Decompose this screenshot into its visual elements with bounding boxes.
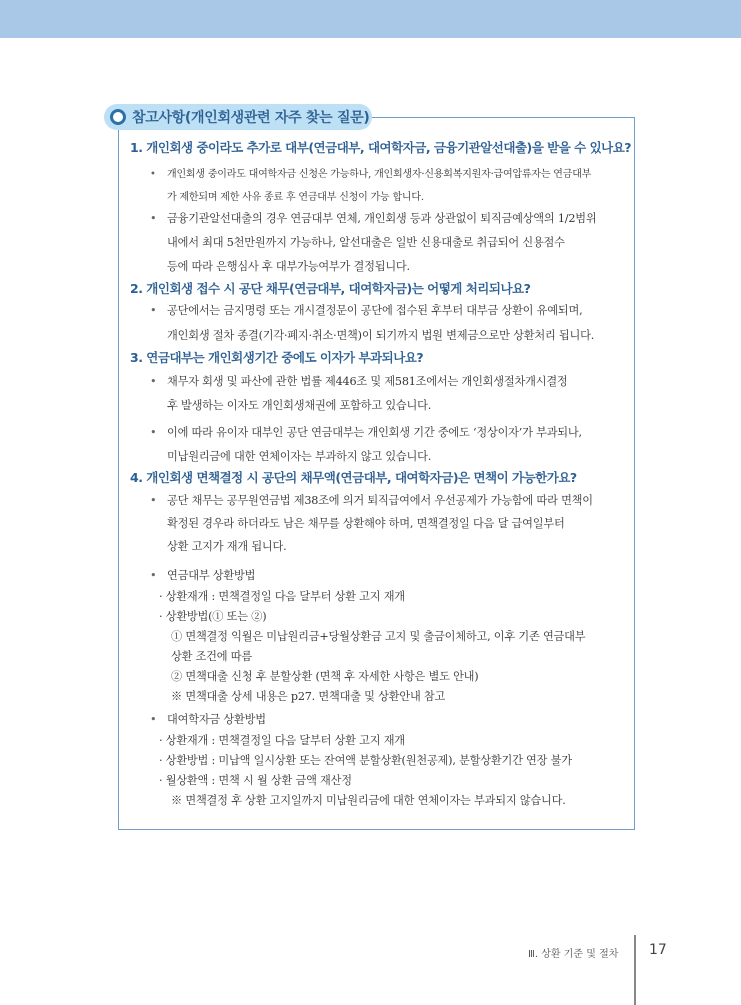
text-line: ※ 면책대출 상세 내용은 p27. 면책대출 및 상환안내 참고 bbox=[171, 690, 446, 703]
text-line: • 공단 채무는 공무원연금법 제38조에 의거 퇴직급여에서 우선공제가 가능함에 따라 면책이 bbox=[167, 494, 593, 507]
question-4: 4. 개인회생 면책결정 시 공단의 채무액(연금대부, 대여학자금)은 면책이 가능한가요? bbox=[130, 470, 577, 485]
text-line: • 금융기관알선대출의 경우 연금대부 연체, 개인회생 등과 상관없이 퇴직금예상액의 1/2범위 bbox=[167, 212, 597, 225]
page-number: 17 bbox=[649, 942, 667, 958]
top-header-band bbox=[0, 0, 741, 38]
faq-header-title: 참고사항(개인회생관련 자주 찾는 질문) bbox=[132, 110, 370, 126]
q4-bullet-3 bbox=[130, 709, 266, 731]
text-line: 가 제한되며 제한 사유 종료 후 연금대부 신청이 가능 합니다. bbox=[167, 192, 424, 203]
text-line: 개인회생 절차 종결(기각·폐지·취소·면책)이 되기까지 법원 변제금으로만 상환처리 됩니다. bbox=[167, 329, 595, 342]
q1-bullet-1 bbox=[130, 163, 591, 209]
q4-bullet-1 bbox=[130, 489, 593, 558]
q3-bullet-1 bbox=[130, 370, 568, 418]
text-line: • 채무자 회생 및 파산에 관한 법률 제446조 및 제581조에서는 개인회생절차개시결정 bbox=[167, 375, 568, 388]
text-line: • 대여학자금 상환방법 bbox=[167, 713, 266, 726]
q4-repay-sub bbox=[130, 627, 585, 707]
q4-repay-lines bbox=[130, 587, 405, 627]
footer-section: Ⅲ. 상환 기준 및 절차 bbox=[528, 949, 619, 960]
text-line: • 연금대부 상환방법 bbox=[167, 569, 256, 582]
text-line: 상환 조건에 따름 bbox=[171, 650, 252, 663]
question-1: 1. 개인회생 중이라도 추가로 대부(연금대부, 대여학자금, 금융기관알선대출)을 받을 수 있나요? bbox=[130, 140, 632, 155]
footer-divider bbox=[634, 935, 636, 1005]
text-line: ※ 면책결정 후 상환 고지일까지 미납원리금에 대한 연체이자는 부과되지 않습니다. bbox=[171, 794, 566, 807]
text-line: 미납원리금에 대한 연체이자는 부과하지 않고 있습니다. bbox=[167, 450, 432, 463]
q4-bullet-2 bbox=[130, 565, 255, 587]
question-2: 2. 개인회생 접수 시 공단 채무(연금대부, 대여학자금)는 어떻게 처리되나요? bbox=[130, 281, 531, 296]
text-line: · 상환재개 : 면책결정일 다음 달부터 상환 고지 재개 bbox=[159, 590, 405, 603]
text-line: 후 발생하는 이자도 개인회생채권에 포함하고 있습니다. bbox=[167, 399, 432, 412]
text-line: 내에서 최대 5천만원까지 가능하나, 알선대출은 일반 신용대출로 취급되어 신용점수 bbox=[167, 236, 565, 249]
text-line: ① 면책결정 익월은 미납원리금+당월상환금 고지 및 출금이체하고, 이후 기존 연금대부 bbox=[171, 630, 586, 643]
text-line: · 상환방법 : 미납액 일시상환 또는 잔여액 분할상환(원천공제), 분할상환기간 연장 불가 bbox=[159, 754, 572, 767]
text-line: ② 면책대출 신청 후 분할상환 (면책 후 자세한 사항은 별도 안내) bbox=[171, 670, 479, 683]
faq-header-tag bbox=[104, 104, 372, 130]
text-line: · 월상환액 : 면책 시 월 상환 금액 재산정 bbox=[159, 774, 352, 787]
circle-icon bbox=[110, 109, 126, 125]
q1-bullet-2 bbox=[130, 207, 596, 279]
q3-bullet-2 bbox=[130, 421, 582, 469]
text-line: · 상환방법(① 또는 ②) bbox=[159, 610, 267, 623]
text-line: • 공단에서는 금지명령 또는 개시결정문이 공단에 접수된 후부터 대부금 상환이 유예되며, bbox=[167, 304, 583, 317]
text-line: • 개인회생 중이라도 대여학자금 신청은 가능하나, 개인회생자·신용회복지원자·급여압류자는 연금대부 bbox=[167, 169, 592, 180]
q4-loan-lines bbox=[130, 731, 572, 811]
text-line: 등에 따라 은행심사 후 대부가능여부가 결정됩니다. bbox=[167, 260, 410, 273]
q2-bullet-1 bbox=[130, 298, 594, 348]
text-line: 상환 고지가 재개 됩니다. bbox=[167, 540, 287, 553]
text-line: • 이에 따라 유이자 대부인 공단 연금대부는 개인회생 기간 중에도 ‘정상이자’가 부과되나, bbox=[167, 426, 582, 439]
question-3: 3. 연금대부는 개인회생기간 중에도 이자가 부과되나요? bbox=[130, 350, 424, 365]
text-line: 확정된 경우라 하더라도 남은 채무를 상환해야 하며, 면책결정일 다음 달 급여일부터 bbox=[167, 517, 565, 530]
text-line: · 상환재개 : 면책결정일 다음 달부터 상환 고지 재개 bbox=[159, 734, 405, 747]
